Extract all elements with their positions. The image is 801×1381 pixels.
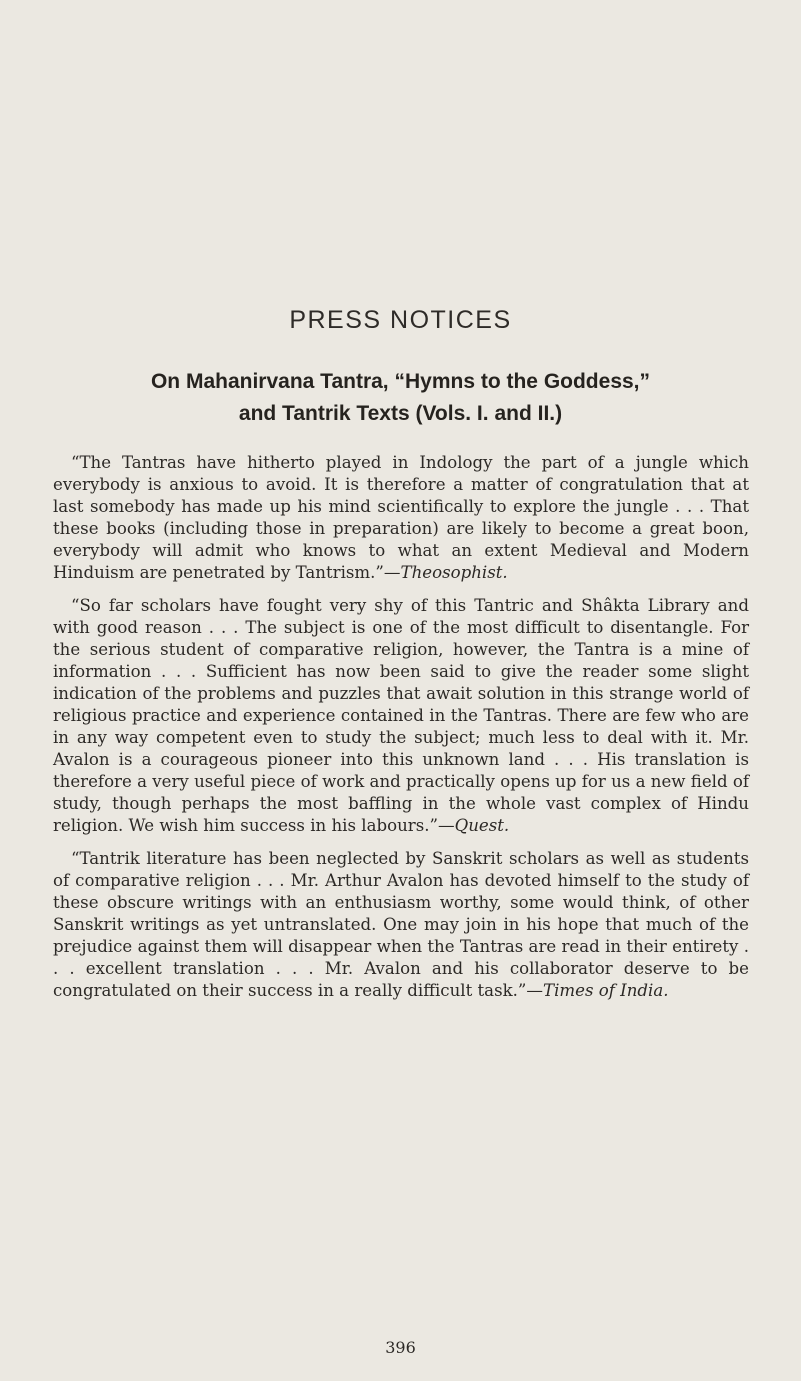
notice-source: Times of India. <box>543 980 669 1000</box>
notice-text: “The Tantras have hitherto played in Indology the part of a jungle which everybody is anxious to avoid. It is therefore a matter of congratulation that at last somebody has made up his mind scientifically to explore the jungle . . . That these books (including those in preparation) are likely to become a great boon, everybody will admit who knows to what an extent Medieval and Modern Hinduism are penetrated by Tantrism.”— <box>53 453 749 582</box>
notice-source: Quest. <box>454 815 510 835</box>
notice-quest <box>53 595 749 836</box>
subtitle-line-1: On Mahanirvana Tantra, “Hymns to the Goddess,” <box>150 370 651 393</box>
page-number: 396 <box>385 1338 416 1357</box>
subtitle-line-2: and Tantrik Texts (Vols. I. and II.) <box>238 402 563 425</box>
subtitle <box>40 366 761 430</box>
notice-text: “So far scholars have fought very shy of this Tantric and Shâkta Library and with good reason . . . The subject is one of the most difficult to disentangle. For the serious student of comparative religion, however, the Tantra is a mine of information . . . Sufficient has now been said to give the reader some slight indication of the problems and puzzles that await solution in this strange world of religious practice and experience contained in the Tantras. There are few who are in any way competent even to study the subject; much less to deal with it. Mr. Avalon is a courageous pioneer into this unknown land . . . His translation is therefore a very useful piece of work and practically opens up for us a new field of study, though perhaps the most baffling in the whole vast complex of Hindu religion. We wish him success in his labours.”— <box>53 596 749 835</box>
notice-text: “Tantrik literature has been neglected by Sanskrit scholars as well as students of comparative religion . . . Mr. Arthur Avalon has devoted himself to the study of these obscure writings with an enthusiasm worthy, some would think, of other Sanskrit writings as yet untranslated. One may join in his hope that much of the prejudice against them will disappear when the Tantras are read in their entirety . . . excellent translation . . . Mr. Avalon and his collaborator deserve to be congratulated on their success in a really difficult task.”— <box>53 849 749 1000</box>
notices-body <box>53 452 749 1014</box>
notice-theosophist <box>53 452 749 583</box>
notice-times-of-india <box>53 848 749 1001</box>
notice-source: Theosophist. <box>400 562 508 582</box>
page-heading: PRESS NOTICES <box>289 306 512 334</box>
